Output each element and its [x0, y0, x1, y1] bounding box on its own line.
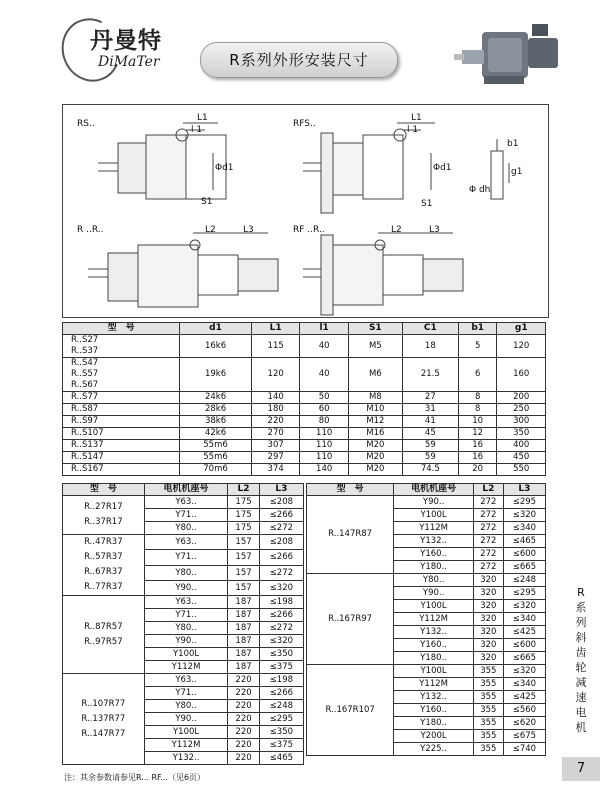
model-group-cell [63, 496, 145, 535]
value-cell: 40 [300, 358, 348, 392]
value-cell: 180 [251, 404, 299, 416]
column-header: d1 [180, 323, 252, 335]
motor-table-left [62, 483, 304, 765]
motor-frame-cell: Y132.. [394, 626, 474, 639]
value-cell: M16 [348, 428, 402, 440]
value-cell: 115 [251, 335, 299, 358]
value-cell: ≤340 [503, 678, 545, 691]
model-name: R..S57 [71, 369, 99, 379]
motor-frame-cell: Y90.. [394, 587, 474, 600]
value-cell: ≤266 [259, 687, 303, 700]
motor-frame-cell: Y132.. [394, 535, 474, 548]
value-cell: 50 [300, 392, 348, 404]
value-cell: 220 [228, 687, 259, 700]
value-cell: 45 [402, 428, 458, 440]
label-d1: Φd1 [215, 163, 234, 173]
value-cell: ≤350 [259, 648, 303, 661]
motor-frame-cell: Y112M [394, 613, 474, 626]
value-cell: ≤600 [503, 548, 545, 561]
model-cell [63, 416, 180, 428]
value-cell: ≤600 [503, 639, 545, 652]
value-cell: 74.5 [402, 464, 458, 476]
value-cell: 355 [473, 704, 503, 717]
value-cell: ≤248 [259, 700, 303, 713]
value-cell: ≤295 [503, 496, 545, 509]
model-name: R..97R57 [84, 636, 123, 647]
label-rfs: RFS.. [293, 119, 316, 129]
label-rs: RS.. [77, 119, 95, 129]
value-cell: 110 [300, 452, 348, 464]
value-cell: 320 [473, 587, 503, 600]
value-cell: 28k6 [180, 404, 252, 416]
motor-frame-cell: Y90.. [394, 496, 474, 509]
value-cell: 220 [228, 726, 259, 739]
dimension-drawings [62, 104, 549, 318]
label-dh: Φ dh [469, 185, 491, 195]
table-row [63, 464, 546, 476]
motor-frame-cell: Y112M [394, 678, 474, 691]
motor-frame-cell: Y160.. [394, 548, 474, 561]
value-cell: ≤272 [259, 622, 303, 635]
model-name: R..S27 [71, 335, 99, 345]
model-name: R..S37 [71, 346, 99, 356]
value-cell: 6 [458, 358, 497, 392]
value-cell: M10 [348, 404, 402, 416]
value-cell: 320 [473, 626, 503, 639]
model-name: R..S97 [71, 416, 99, 426]
label-l3: L3 [243, 225, 254, 235]
value-cell: 21.5 [402, 358, 458, 392]
value-cell: 70m6 [180, 464, 252, 476]
value-cell: ≤675 [503, 730, 545, 743]
value-cell: ≤425 [503, 626, 545, 639]
value-cell: 272 [473, 509, 503, 522]
value-cell: ≤320 [503, 509, 545, 522]
model-group-cell [307, 665, 394, 756]
value-cell: ≤465 [259, 752, 303, 765]
value-cell: M8 [348, 392, 402, 404]
value-cell: 374 [251, 464, 299, 476]
model-cell [63, 404, 180, 416]
brand-name-cn: 丹曼特 [90, 28, 162, 54]
value-cell: 220 [228, 739, 259, 752]
value-cell: 24k6 [180, 392, 252, 404]
label-g1: g1 [511, 167, 523, 177]
column-header: 电机机座号 [144, 484, 228, 496]
value-cell: 12 [458, 428, 497, 440]
model-name: R..27R17 [84, 502, 123, 512]
column-header: L3 [503, 484, 545, 496]
value-cell: ≤320 [259, 580, 303, 595]
motor-frame-cell: Y90.. [144, 635, 228, 648]
motor-frame-cell: Y112M [144, 661, 228, 674]
motor-frame-cell: Y132.. [144, 752, 228, 765]
table-row [63, 440, 546, 452]
label-b1: b1 [507, 139, 519, 149]
model-cell [63, 335, 180, 358]
value-cell: 175 [228, 509, 259, 522]
motor-frame-cell: Y100L [394, 665, 474, 678]
model-group-cell [63, 596, 145, 674]
value-cell: 297 [251, 452, 299, 464]
model-name: R..S77 [71, 392, 99, 402]
value-cell: ≤425 [503, 691, 545, 704]
value-cell: 157 [228, 565, 259, 580]
value-cell: ≤266 [259, 509, 303, 522]
value-cell: 272 [473, 522, 503, 535]
value-cell: 355 [473, 678, 503, 691]
column-header: L2 [473, 484, 503, 496]
value-cell: ≤340 [503, 613, 545, 626]
motor-frame-cell: Y71.. [144, 609, 228, 622]
brand-logo [62, 18, 192, 80]
value-cell: 120 [251, 358, 299, 392]
value-cell: ≤665 [503, 561, 545, 574]
value-cell: 187 [228, 609, 259, 622]
value-cell: 187 [228, 622, 259, 635]
value-cell: ≤248 [503, 574, 545, 587]
motor-frame-cell: Y90.. [144, 713, 228, 726]
value-cell: ≤375 [259, 661, 303, 674]
value-cell: ≤465 [503, 535, 545, 548]
value-cell: 16 [458, 452, 497, 464]
motor-frame-cell: Y160.. [394, 639, 474, 652]
value-cell: 200 [497, 392, 546, 404]
value-cell: ≤560 [503, 704, 545, 717]
value-cell: 220 [251, 416, 299, 428]
value-cell: 187 [228, 648, 259, 661]
value-cell: 187 [228, 596, 259, 609]
motor-frame-cell: Y90.. [144, 580, 228, 595]
value-cell: 55m6 [180, 440, 252, 452]
value-cell: 40 [300, 335, 348, 358]
value-cell: M6 [348, 358, 402, 392]
value-cell: 42k6 [180, 428, 252, 440]
motor-frame-cell: Y112M [394, 522, 474, 535]
value-cell: 450 [497, 452, 546, 464]
table-row [63, 392, 546, 404]
motor-frame-cell: Y80.. [144, 622, 228, 635]
value-cell: ≤208 [259, 535, 303, 550]
gearmotor-photo [452, 14, 564, 98]
motor-frame-cell: Y80.. [144, 700, 228, 713]
label-l2-rf: L2 [391, 225, 402, 235]
table-header-row [307, 484, 546, 496]
value-cell: 320 [473, 652, 503, 665]
label-rfr: RF ..R.. [293, 225, 325, 235]
value-cell: 38k6 [180, 416, 252, 428]
model-name: R..167R107 [325, 704, 375, 715]
value-cell: ≤665 [503, 652, 545, 665]
value-cell: 157 [228, 580, 259, 595]
value-cell: 220 [228, 700, 259, 713]
value-cell: 320 [473, 600, 503, 613]
model-cell [63, 358, 180, 392]
motor-frame-cell: Y63.. [144, 496, 228, 509]
model-name: R..S87 [71, 404, 99, 414]
motor-frame-cell: Y80.. [144, 522, 228, 535]
value-cell: ≤320 [503, 600, 545, 613]
model-name: R..S107 [71, 428, 104, 438]
value-cell: M20 [348, 452, 402, 464]
value-cell: 220 [228, 752, 259, 765]
value-cell: 110 [300, 440, 348, 452]
label-l1-rfs: L1 [411, 113, 422, 123]
value-cell: 120 [497, 335, 546, 358]
value-cell: 8 [458, 404, 497, 416]
value-cell: 272 [473, 548, 503, 561]
value-cell: 187 [228, 661, 259, 674]
value-cell: 27 [402, 392, 458, 404]
motor-frame-cell: Y71.. [144, 687, 228, 700]
value-cell: 355 [473, 743, 503, 756]
motor-frame-cell: Y180.. [394, 652, 474, 665]
value-cell: ≤740 [503, 743, 545, 756]
value-cell: 140 [251, 392, 299, 404]
side-title: R系列斜齿轮减速电机 [575, 586, 587, 734]
value-cell: 157 [228, 550, 259, 565]
motor-frame-cell: Y80.. [394, 574, 474, 587]
model-name: R..147R77 [81, 728, 126, 739]
column-header: b1 [458, 323, 497, 335]
value-cell: ≤208 [259, 496, 303, 509]
dimension-table-s [62, 322, 546, 476]
value-cell: ≤266 [259, 609, 303, 622]
table-row [63, 535, 304, 550]
value-cell: 355 [473, 665, 503, 678]
value-cell: 320 [473, 613, 503, 626]
value-cell: M20 [348, 440, 402, 452]
value-cell: 272 [473, 496, 503, 509]
motor-table-right [306, 483, 546, 756]
model-cell [63, 464, 180, 476]
value-cell: 220 [228, 674, 259, 687]
column-header: 电机机座号 [394, 484, 474, 496]
model-cell [63, 392, 180, 404]
motor-frame-cell: Y63.. [144, 535, 228, 550]
table-row [63, 674, 304, 687]
model-group-cell [63, 674, 145, 765]
table-header-row [63, 484, 304, 496]
value-cell: ≤320 [259, 635, 303, 648]
value-cell: 55m6 [180, 452, 252, 464]
table-row [63, 428, 546, 440]
label-s1: S1 [201, 197, 213, 207]
value-cell: 59 [402, 452, 458, 464]
table-row [63, 452, 546, 464]
value-cell: ≤198 [259, 674, 303, 687]
model-name: R..S47 [71, 358, 99, 368]
value-cell: 110 [300, 428, 348, 440]
value-cell: 41 [402, 416, 458, 428]
value-cell: ≤340 [503, 522, 545, 535]
model-name: R..67R37 [84, 567, 123, 577]
table-row [63, 358, 546, 392]
value-cell: 272 [473, 535, 503, 548]
value-cell: 175 [228, 496, 259, 509]
brand-name-en: DiMaTer [98, 54, 160, 70]
value-cell: ≤198 [259, 596, 303, 609]
column-header: 型 号 [307, 484, 394, 496]
model-name: R..167R97 [328, 613, 373, 624]
motor-frame-cell: Y225.. [394, 743, 474, 756]
model-name: R..147R87 [328, 529, 373, 539]
table-row [307, 574, 546, 587]
value-cell: 140 [300, 464, 348, 476]
value-cell: ≤272 [259, 522, 303, 535]
value-cell: 250 [497, 404, 546, 416]
model-group-cell [63, 535, 145, 596]
label-s1-rfs: S1 [421, 199, 433, 209]
model-name: R..57R37 [84, 552, 123, 562]
model-cell [63, 428, 180, 440]
column-header: L1 [251, 323, 299, 335]
motor-frame-cell: Y200L [394, 730, 474, 743]
drawing-lines [63, 105, 548, 317]
value-cell: 60 [300, 404, 348, 416]
column-header: L3 [259, 484, 303, 496]
column-header: l1 [300, 323, 348, 335]
value-cell: 5 [458, 335, 497, 358]
value-cell: 16k6 [180, 335, 252, 358]
value-cell: 16 [458, 440, 497, 452]
label-small-l1: l 1 [191, 125, 203, 135]
model-name: R..S147 [71, 452, 104, 462]
label-l1: L1 [197, 113, 208, 123]
value-cell: 157 [228, 535, 259, 550]
column-header: C1 [402, 323, 458, 335]
column-header: 型 号 [63, 323, 180, 335]
value-cell: 31 [402, 404, 458, 416]
table-row [63, 335, 546, 358]
motor-frame-cell: Y63.. [144, 596, 228, 609]
value-cell: 270 [251, 428, 299, 440]
table-row [307, 496, 546, 509]
label-d1-rfs: Φd1 [433, 163, 452, 173]
model-cell [63, 452, 180, 464]
model-name: R..77R37 [84, 582, 123, 592]
motor-frame-cell: Y132.. [394, 691, 474, 704]
model-cell [63, 440, 180, 452]
model-name: R..S137 [71, 440, 104, 450]
value-cell: 59 [402, 440, 458, 452]
model-name: R..107R77 [81, 698, 126, 709]
label-l3-rf: L3 [429, 225, 440, 235]
value-cell: 20 [458, 464, 497, 476]
motor-frame-cell: Y63.. [144, 674, 228, 687]
label-small-l1-rfs: l 1 [407, 125, 419, 135]
value-cell: 400 [497, 440, 546, 452]
table-row [63, 404, 546, 416]
page-number: 7 [562, 757, 600, 781]
value-cell: 550 [497, 464, 546, 476]
motor-frame-cell: Y100L [144, 648, 228, 661]
table-row [63, 416, 546, 428]
value-cell: 160 [497, 358, 546, 392]
value-cell: M5 [348, 335, 402, 358]
value-cell: 80 [300, 416, 348, 428]
motor-frame-cell: Y100L [394, 509, 474, 522]
label-l2: L2 [205, 225, 216, 235]
column-header: 型 号 [63, 484, 145, 496]
model-name: R..47R37 [84, 537, 123, 547]
value-cell: 18 [402, 335, 458, 358]
value-cell: ≤375 [259, 739, 303, 752]
motor-frame-cell: Y180.. [394, 717, 474, 730]
model-name: R..S67 [71, 380, 99, 390]
motor-frame-cell: Y180.. [394, 561, 474, 574]
value-cell: 10 [458, 416, 497, 428]
value-cell: 350 [497, 428, 546, 440]
motor-frame-cell: Y71.. [144, 550, 228, 565]
value-cell: ≤320 [503, 665, 545, 678]
motor-frame-cell: Y80.. [144, 565, 228, 580]
value-cell: ≤272 [259, 565, 303, 580]
motor-frame-cell: Y71.. [144, 509, 228, 522]
value-cell: 300 [497, 416, 546, 428]
column-header: L2 [228, 484, 259, 496]
value-cell: 320 [473, 639, 503, 652]
value-cell: 175 [228, 522, 259, 535]
value-cell: ≤295 [503, 587, 545, 600]
column-header: g1 [497, 323, 546, 335]
model-group-cell [307, 496, 394, 574]
value-cell: ≤295 [259, 713, 303, 726]
value-cell: 187 [228, 635, 259, 648]
value-cell: 272 [473, 561, 503, 574]
motor-frame-cell: Y160.. [394, 704, 474, 717]
value-cell: 8 [458, 392, 497, 404]
motor-frame-cell: Y112M [144, 739, 228, 752]
model-name: R..87R57 [84, 621, 123, 632]
model-name: R..S167 [71, 464, 104, 474]
value-cell: 320 [473, 574, 503, 587]
value-cell: 355 [473, 730, 503, 743]
table-header-row [63, 323, 546, 335]
footnote: 注：其余参数请参见R... RF...（见6页） [64, 773, 206, 782]
value-cell: ≤266 [259, 550, 303, 565]
value-cell: 355 [473, 691, 503, 704]
model-name: R..37R17 [84, 517, 123, 527]
value-cell: 220 [228, 713, 259, 726]
table-row [63, 596, 304, 609]
value-cell: M20 [348, 464, 402, 476]
model-name: R..137R77 [81, 713, 126, 724]
value-cell: 307 [251, 440, 299, 452]
value-cell: M12 [348, 416, 402, 428]
label-rr: R ..R.. [77, 225, 104, 235]
page-title: R系列外形安装尺寸 [200, 42, 398, 78]
table-row [63, 496, 304, 509]
value-cell: ≤350 [259, 726, 303, 739]
value-cell: 19k6 [180, 358, 252, 392]
motor-frame-cell: Y100L [144, 726, 228, 739]
column-header: S1 [348, 323, 402, 335]
model-group-cell [307, 574, 394, 665]
motor-frame-cell: Y100L [394, 600, 474, 613]
value-cell: ≤620 [503, 717, 545, 730]
value-cell: 355 [473, 717, 503, 730]
table-row [307, 665, 546, 678]
